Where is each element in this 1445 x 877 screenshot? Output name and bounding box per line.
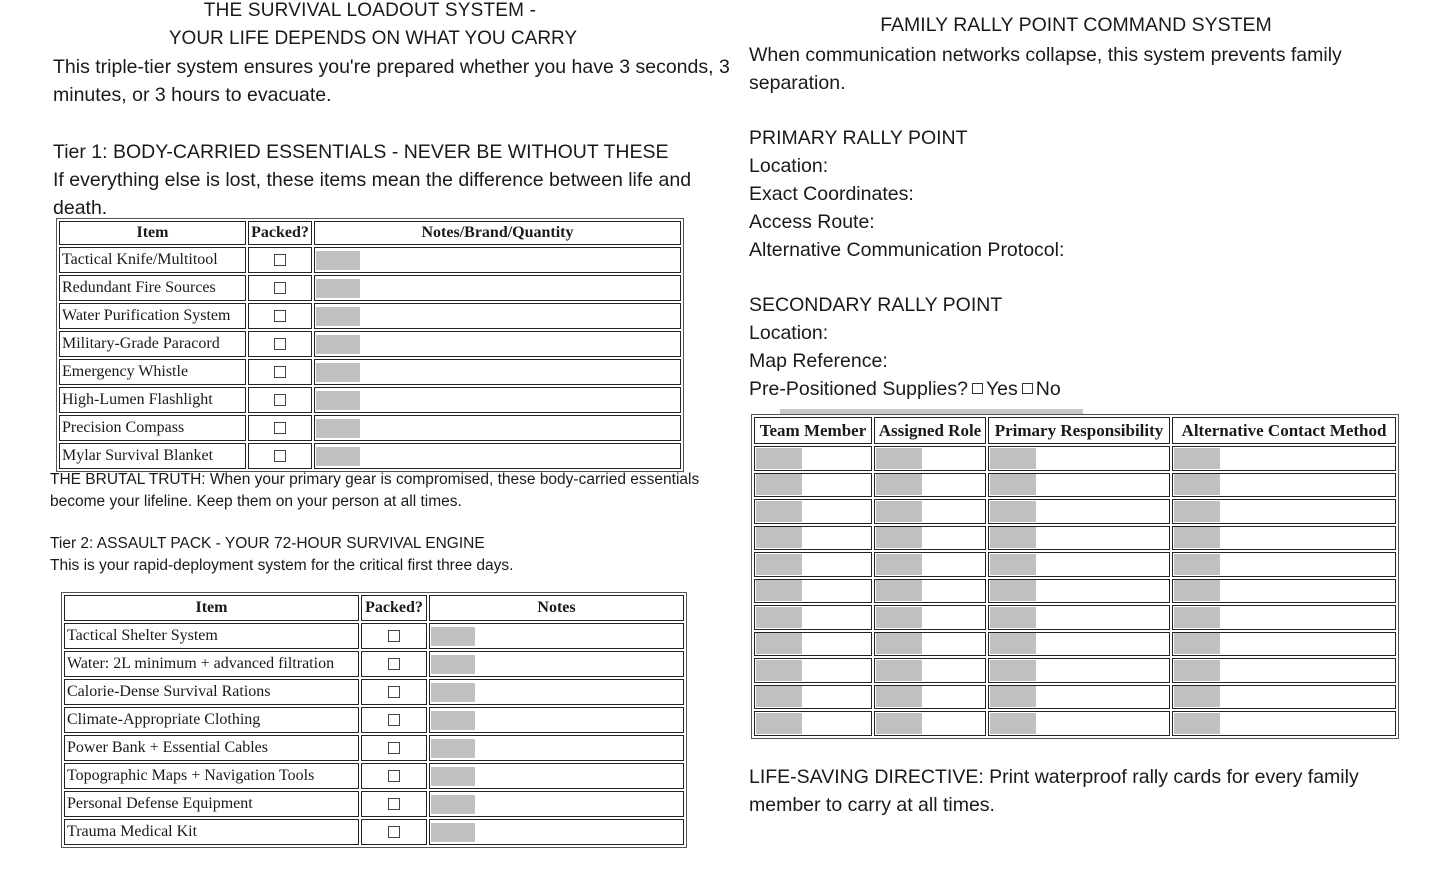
notes-cell (314, 387, 681, 413)
item-name: Redundant Fire Sources (59, 275, 246, 301)
item-name: Military-Grade Paracord (59, 331, 246, 357)
assigned-role-cell (874, 685, 986, 710)
primary-alt-communication-label: Alternative Communication Protocol: (749, 239, 1065, 261)
team-member-cell (754, 658, 872, 683)
table-row (59, 247, 681, 273)
table-row (59, 303, 681, 329)
assigned-role-cell (874, 658, 986, 683)
packed-checkbox[interactable] (388, 686, 400, 698)
primary-responsibility-input[interactable] (990, 501, 1036, 522)
item-name: Water Purification System (59, 303, 246, 329)
packed-cell (248, 275, 312, 301)
notes-cell (429, 707, 684, 733)
column-header-packed: Packed? (361, 595, 427, 621)
team-member-cell (754, 685, 872, 710)
primary-responsibility-cell (988, 605, 1170, 630)
table-row (754, 499, 1396, 524)
team-member-cell (754, 446, 872, 471)
item-name: Trauma Medical Kit (64, 819, 359, 845)
alt-contact-input[interactable] (1174, 501, 1220, 522)
notes-cell (314, 443, 681, 469)
table-header-row (754, 417, 1396, 444)
rally-title: FAMILY RALLY POINT COMMAND SYSTEM (880, 14, 1272, 36)
no-checkbox[interactable] (1022, 383, 1033, 394)
primary-rally-heading: PRIMARY RALLY POINT (749, 127, 968, 149)
primary-responsibility-cell (988, 552, 1170, 577)
team-member-input[interactable] (756, 660, 802, 681)
alt-contact-input[interactable] (1174, 633, 1220, 654)
primary-responsibility-input[interactable] (990, 713, 1036, 734)
primary-responsibility-cell (988, 711, 1170, 736)
team-member-input[interactable] (756, 607, 802, 628)
team-member-input[interactable] (756, 554, 802, 575)
alt-contact-cell (1172, 711, 1396, 736)
assigned-role-input[interactable] (876, 527, 922, 548)
primary-responsibility-cell (988, 658, 1170, 683)
alt-contact-cell (1172, 685, 1396, 710)
table-row (754, 632, 1396, 657)
packed-cell (361, 819, 427, 845)
primary-responsibility-input[interactable] (990, 660, 1036, 681)
primary-responsibility-input[interactable] (990, 474, 1036, 495)
alt-contact-cell (1172, 526, 1396, 551)
yes-label: Yes (985, 378, 1018, 400)
table-row (754, 552, 1396, 577)
primary-responsibility-input[interactable] (990, 686, 1036, 707)
table-header-row (64, 595, 684, 621)
table-row (64, 651, 684, 677)
tier2-checklist-table (61, 592, 687, 848)
supplies-question (749, 375, 1409, 403)
notes-cell (314, 303, 681, 329)
notes-input[interactable] (316, 335, 360, 354)
table-row (59, 387, 681, 413)
assigned-role-cell (874, 605, 986, 630)
item-name: Mylar Survival Blanket (59, 443, 246, 469)
tier1-checklist-table (56, 218, 684, 472)
packed-checkbox[interactable] (388, 826, 400, 838)
column-header-primary-responsibility: Primary Responsibility (988, 417, 1170, 444)
assigned-role-cell (874, 552, 986, 577)
notes-cell (429, 735, 684, 761)
loadout-title-line1: THE SURVIVAL LOADOUT SYSTEM - (203, 0, 537, 21)
team-assignment-table (751, 414, 1399, 739)
notes-cell (429, 763, 684, 789)
notes-cell (429, 651, 684, 677)
table-row (754, 446, 1396, 471)
notes-input[interactable] (316, 419, 360, 438)
table-row (64, 791, 684, 817)
packed-checkbox[interactable] (274, 338, 286, 350)
packed-cell (248, 415, 312, 441)
packed-checkbox[interactable] (388, 798, 400, 810)
team-member-input[interactable] (756, 633, 802, 654)
item-name: Climate-Appropriate Clothing (64, 707, 359, 733)
item-name: Topographic Maps + Navigation Tools (64, 763, 359, 789)
item-name: Tactical Shelter System (64, 623, 359, 649)
primary-responsibility-cell (988, 685, 1170, 710)
item-name: Emergency Whistle (59, 359, 246, 385)
packed-cell (361, 763, 427, 789)
packed-cell (248, 387, 312, 413)
packed-checkbox[interactable] (388, 742, 400, 754)
secondary-rally-point-section (749, 291, 1409, 403)
primary-responsibility-input[interactable] (990, 633, 1036, 654)
team-member-cell (754, 499, 872, 524)
notes-cell (429, 679, 684, 705)
alt-contact-input[interactable] (1174, 580, 1220, 601)
primary-location-label: Location: (749, 155, 829, 177)
table-row (64, 707, 684, 733)
assigned-role-input[interactable] (876, 448, 922, 469)
rally-intro: When communication networks collapse, this system prevents family separation. (749, 44, 1342, 94)
assigned-role-cell (874, 499, 986, 524)
packed-cell (248, 359, 312, 385)
packed-checkbox[interactable] (274, 310, 286, 322)
packed-checkbox[interactable] (274, 282, 286, 294)
packed-cell (361, 623, 427, 649)
assigned-role-input[interactable] (876, 713, 922, 734)
team-member-input[interactable] (756, 713, 802, 734)
primary-responsibility-cell (988, 499, 1170, 524)
primary-responsibility-input[interactable] (990, 554, 1036, 575)
team-member-cell (754, 579, 872, 604)
loadout-title-line2: YOUR LIFE DEPENDS ON WHAT YOU CARRY (168, 28, 578, 49)
packed-cell (248, 443, 312, 469)
secondary-map-reference-label: Map Reference: (749, 350, 888, 372)
notes-cell (314, 359, 681, 385)
item-name: Calorie-Dense Survival Rations (64, 679, 359, 705)
notes-cell (314, 275, 681, 301)
table-row (59, 275, 681, 301)
alt-contact-input[interactable] (1174, 713, 1220, 734)
loadout-intro: This triple-tier system ensures you're prepared whether you have 3 seconds, 3 minutes, or 3 hours to evacuate. (53, 56, 730, 106)
yes-checkbox[interactable] (972, 383, 983, 394)
primary-coordinates-label: Exact Coordinates: (749, 183, 914, 205)
assigned-role-cell (874, 473, 986, 498)
item-name: Power Bank + Essential Cables (64, 735, 359, 761)
column-header-item: Item (59, 221, 246, 245)
tier1-description: If everything else is lost, these items mean the difference between life and death. (53, 169, 692, 219)
notes-input[interactable] (431, 795, 475, 814)
notes-input[interactable] (431, 823, 475, 842)
alt-contact-input[interactable] (1174, 474, 1220, 495)
packed-cell (248, 303, 312, 329)
team-member-input[interactable] (756, 501, 802, 522)
column-header-team-member: Team Member (754, 417, 872, 444)
team-member-input[interactable] (756, 580, 802, 601)
primary-responsibility-input[interactable] (990, 580, 1036, 601)
no-label: No (1035, 378, 1061, 400)
alt-contact-cell (1172, 658, 1396, 683)
table-row (754, 579, 1396, 604)
notes-input[interactable] (316, 279, 360, 298)
primary-responsibility-cell (988, 526, 1170, 551)
table-row (754, 526, 1396, 551)
assigned-role-cell (874, 526, 986, 551)
team-member-input[interactable] (756, 448, 802, 469)
notes-cell (429, 623, 684, 649)
primary-responsibility-input[interactable] (990, 527, 1036, 548)
packed-checkbox[interactable] (388, 630, 400, 642)
table-row (64, 763, 684, 789)
primary-responsibility-cell (988, 579, 1170, 604)
team-member-input[interactable] (756, 527, 802, 548)
packed-cell (248, 247, 312, 273)
packed-cell (361, 679, 427, 705)
alt-contact-input[interactable] (1174, 554, 1220, 575)
item-name: Tactical Knife/Multitool (59, 247, 246, 273)
primary-responsibility-cell (988, 473, 1170, 498)
primary-rally-point-section (749, 124, 1409, 264)
secondary-rally-heading: SECONDARY RALLY POINT (749, 294, 1003, 316)
assigned-role-input[interactable] (876, 660, 922, 681)
assigned-role-cell (874, 579, 986, 604)
notes-input[interactable] (431, 739, 475, 758)
table-row (64, 623, 684, 649)
primary-access-route-label: Access Route: (749, 211, 875, 233)
notes-input[interactable] (316, 363, 360, 382)
team-member-cell (754, 526, 872, 551)
alt-contact-input[interactable] (1174, 448, 1220, 469)
item-name: Precision Compass (59, 415, 246, 441)
tier2-heading: Tier 2: ASSAULT PACK - YOUR 72-HOUR SURVIVAL ENGINE (50, 535, 485, 552)
notes-input[interactable] (316, 307, 360, 326)
notes-input[interactable] (316, 251, 360, 270)
packed-checkbox[interactable] (274, 394, 286, 406)
primary-responsibility-input[interactable] (990, 607, 1036, 628)
item-name: High-Lumen Flashlight (59, 387, 246, 413)
assigned-role-input[interactable] (876, 474, 922, 495)
packed-cell (361, 707, 427, 733)
assigned-role-input[interactable] (876, 607, 922, 628)
notes-input[interactable] (431, 711, 475, 730)
team-member-cell (754, 552, 872, 577)
alt-contact-cell (1172, 552, 1396, 577)
secondary-location-label: Location: (749, 322, 829, 344)
assigned-role-input[interactable] (876, 633, 922, 654)
tier2-description: This is your rapid-deployment system for the critical first three days. (50, 557, 514, 574)
alt-contact-cell (1172, 446, 1396, 471)
packed-checkbox[interactable] (388, 714, 400, 726)
life-saving-directive: LIFE-SAVING DIRECTIVE: Print waterproof rally cards for every family member to carry at all times. (749, 766, 1359, 816)
assigned-role-input[interactable] (876, 501, 922, 522)
table-row (754, 473, 1396, 498)
tier1-heading: Tier 1: BODY-CARRIED ESSENTIALS - NEVER BE WITHOUT THESE (53, 141, 669, 163)
packed-cell (248, 331, 312, 357)
packed-cell (361, 651, 427, 677)
notes-input[interactable] (431, 655, 475, 674)
primary-responsibility-cell (988, 632, 1170, 657)
notes-cell (314, 331, 681, 357)
table-row (754, 658, 1396, 683)
packed-checkbox[interactable] (388, 770, 400, 782)
team-member-input[interactable] (756, 474, 802, 495)
team-member-cell (754, 605, 872, 630)
table-row (754, 605, 1396, 630)
column-header-alt-contact: Alternative Contact Method (1172, 417, 1396, 444)
brutal-truth-note: THE BRUTAL TRUTH: When your primary gear is compromised, these body-carried essentials become your lifeline. Keep them on your person at all times. (50, 471, 700, 510)
packed-checkbox[interactable] (274, 254, 286, 266)
column-header-packed: Packed? (248, 221, 312, 245)
column-header-assigned-role: Assigned Role (874, 417, 986, 444)
alt-contact-cell (1172, 632, 1396, 657)
table-row (64, 819, 684, 845)
table-row (59, 415, 681, 441)
alt-contact-input[interactable] (1174, 607, 1220, 628)
table-row (64, 735, 684, 761)
assigned-role-cell (874, 632, 986, 657)
primary-responsibility-input[interactable] (990, 448, 1036, 469)
alt-contact-cell (1172, 605, 1396, 630)
assigned-role-cell (874, 446, 986, 471)
table-row (64, 679, 684, 705)
table-row (754, 685, 1396, 710)
assigned-role-input[interactable] (876, 580, 922, 601)
alt-contact-input[interactable] (1174, 527, 1220, 548)
packed-cell (361, 735, 427, 761)
column-header-notes: Notes/Brand/Quantity (314, 221, 681, 245)
table-row (754, 711, 1396, 736)
team-member-input[interactable] (756, 686, 802, 707)
notes-cell (429, 819, 684, 845)
alt-contact-cell (1172, 499, 1396, 524)
packed-checkbox[interactable] (388, 658, 400, 670)
alt-contact-cell (1172, 473, 1396, 498)
supplies-label: Pre-Positioned Supplies? (749, 378, 968, 400)
assigned-role-cell (874, 711, 986, 736)
primary-responsibility-cell (988, 446, 1170, 471)
item-name: Water: 2L minimum + advanced filtration (64, 651, 359, 677)
table-row (59, 331, 681, 357)
alt-contact-input[interactable] (1174, 686, 1220, 707)
item-name: Personal Defense Equipment (64, 791, 359, 817)
assigned-role-input[interactable] (876, 554, 922, 575)
team-member-cell (754, 632, 872, 657)
packed-checkbox[interactable] (274, 450, 286, 462)
assigned-role-input[interactable] (876, 686, 922, 707)
packed-cell (361, 791, 427, 817)
table-row (59, 443, 681, 469)
team-member-cell (754, 711, 872, 736)
column-header-item: Item (64, 595, 359, 621)
packed-checkbox[interactable] (274, 422, 286, 434)
packed-checkbox[interactable] (274, 366, 286, 378)
notes-cell (314, 415, 681, 441)
notes-input[interactable] (316, 391, 360, 410)
notes-input[interactable] (431, 683, 475, 702)
column-header-notes: Notes (429, 595, 684, 621)
alt-contact-input[interactable] (1174, 660, 1220, 681)
notes-cell (429, 791, 684, 817)
alt-contact-cell (1172, 579, 1396, 604)
notes-input[interactable] (431, 767, 475, 786)
notes-cell (314, 247, 681, 273)
table-header-row (59, 221, 681, 245)
notes-input[interactable] (316, 447, 360, 466)
table-row (59, 359, 681, 385)
team-member-cell (754, 473, 872, 498)
notes-input[interactable] (431, 627, 475, 646)
